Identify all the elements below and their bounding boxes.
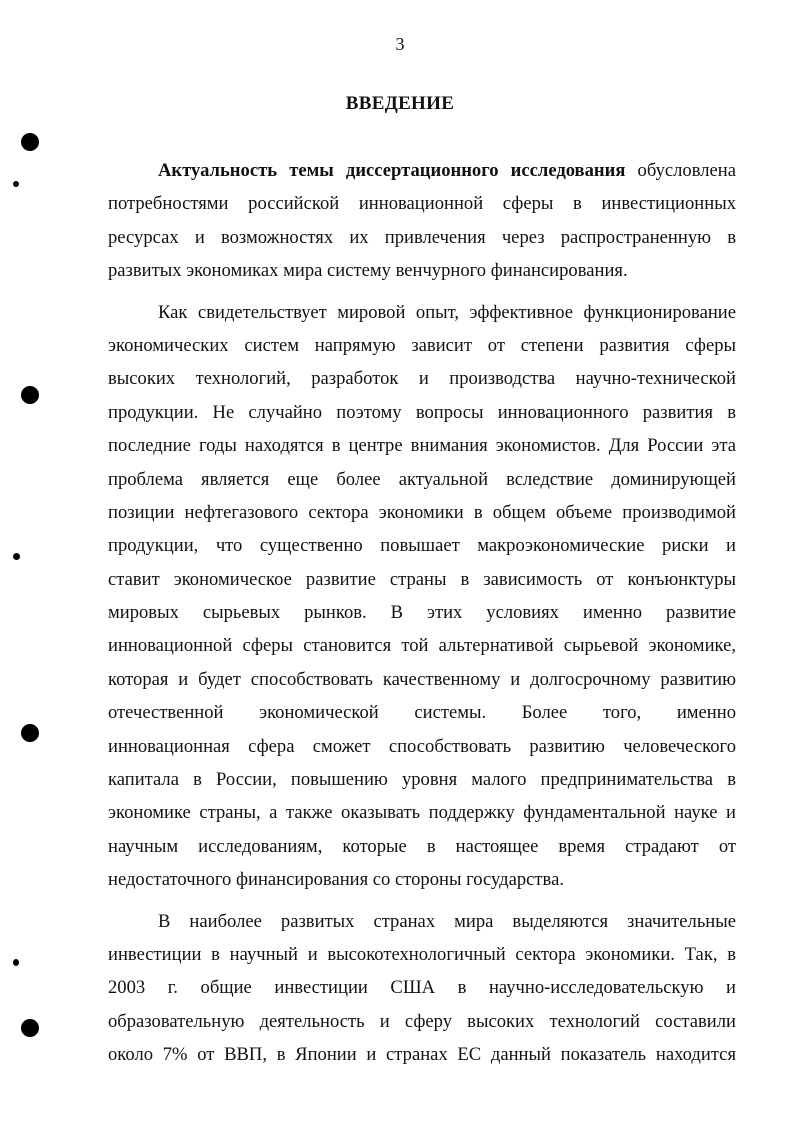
text-line: позиции нефтегазового сектора экономики в общем объеме производимой xyxy=(108,501,736,523)
text-line: развитых экономиках мира систему венчурного финансирования. xyxy=(108,260,628,282)
text-line: ставит экономическое развитие страны в зависимость от конъюнктуры xyxy=(108,568,736,590)
text-line: В наиболее развитых странах мира выделяются значительные xyxy=(158,910,736,932)
binder-hole-mark xyxy=(21,1019,39,1037)
text-line: продукции. Не случайно поэтому вопросы инновационного развития в xyxy=(108,401,736,423)
binder-dot-mark xyxy=(13,959,19,966)
text-line: проблема является еще более актуальной вследствие доминирующей xyxy=(108,468,736,490)
text-line: инновационная сфера сможет способствовать развитию человеческого xyxy=(108,735,736,757)
text-line: отечественной экономической системы. Более того, именно xyxy=(108,702,736,724)
text-line: потребностями российской инновационной сферы в инвестиционных xyxy=(108,193,736,215)
document-body xyxy=(108,154,736,1072)
text-line: около 7% от ВВП, в Японии и странах ЕС данный показатель находится xyxy=(108,1044,736,1066)
text-line: образовательную деятельность и сферу высоких технологий составили xyxy=(108,1010,736,1032)
text-line xyxy=(108,154,736,187)
text-line: инновационной сферы становится той альтернативой сырьевой экономике, xyxy=(108,635,736,657)
text-line: которая и будет способствовать качественному и долгосрочному развитию xyxy=(108,668,736,690)
binder-hole-mark xyxy=(21,386,39,404)
section-heading: ВВЕДЕНИЕ xyxy=(345,93,455,114)
text-line: экономике страны, а также оказывать поддержку фундаментальной науке и xyxy=(108,802,736,824)
binder-hole-mark xyxy=(21,133,39,151)
text-line: 2003 г. общие инвестиции США в научно-исследовательскую и xyxy=(108,977,736,999)
text-line: инвестиции в научный и высокотехнологичный сектора экономики. Так, в xyxy=(108,943,736,965)
binder-hole-mark xyxy=(21,724,39,742)
paragraph xyxy=(108,154,736,288)
binder-dot-mark xyxy=(13,181,19,187)
text-line: продукции, что существенно повышает макроэкономические риски и xyxy=(108,535,736,557)
text-line: последние годы находятся в центре внимания экономистов. Для России эта xyxy=(108,435,736,457)
binder-dot-mark xyxy=(13,553,20,560)
text-line: высоких технологий, разработок и производства научно-технической xyxy=(108,368,736,390)
page-number: 3 xyxy=(395,34,405,54)
text-line: ресурсах и возможностях их привлечения через распространенную в xyxy=(108,226,736,248)
paragraph xyxy=(108,905,736,1072)
text-line: мировых сырьевых рынков. В этих условиях именно развитие xyxy=(108,602,736,624)
paragraph xyxy=(108,296,736,897)
lead-rest: обусловлена xyxy=(625,160,736,181)
text-line: Как свидетельствует мировой опыт, эффективное функционирование xyxy=(158,301,736,323)
text-line: экономических систем напрямую зависит от степени развития сферы xyxy=(108,334,736,356)
bold-lead: Актуальность темы диссертационного исследования xyxy=(158,160,626,181)
text-line: капитала в России, повышению уровня малого предпринимательства в xyxy=(108,769,736,791)
text-line: недостаточного финансирования со стороны государства. xyxy=(108,869,564,891)
text-line: научным исследованиям, которые в настоящее время страдают от xyxy=(108,835,736,857)
